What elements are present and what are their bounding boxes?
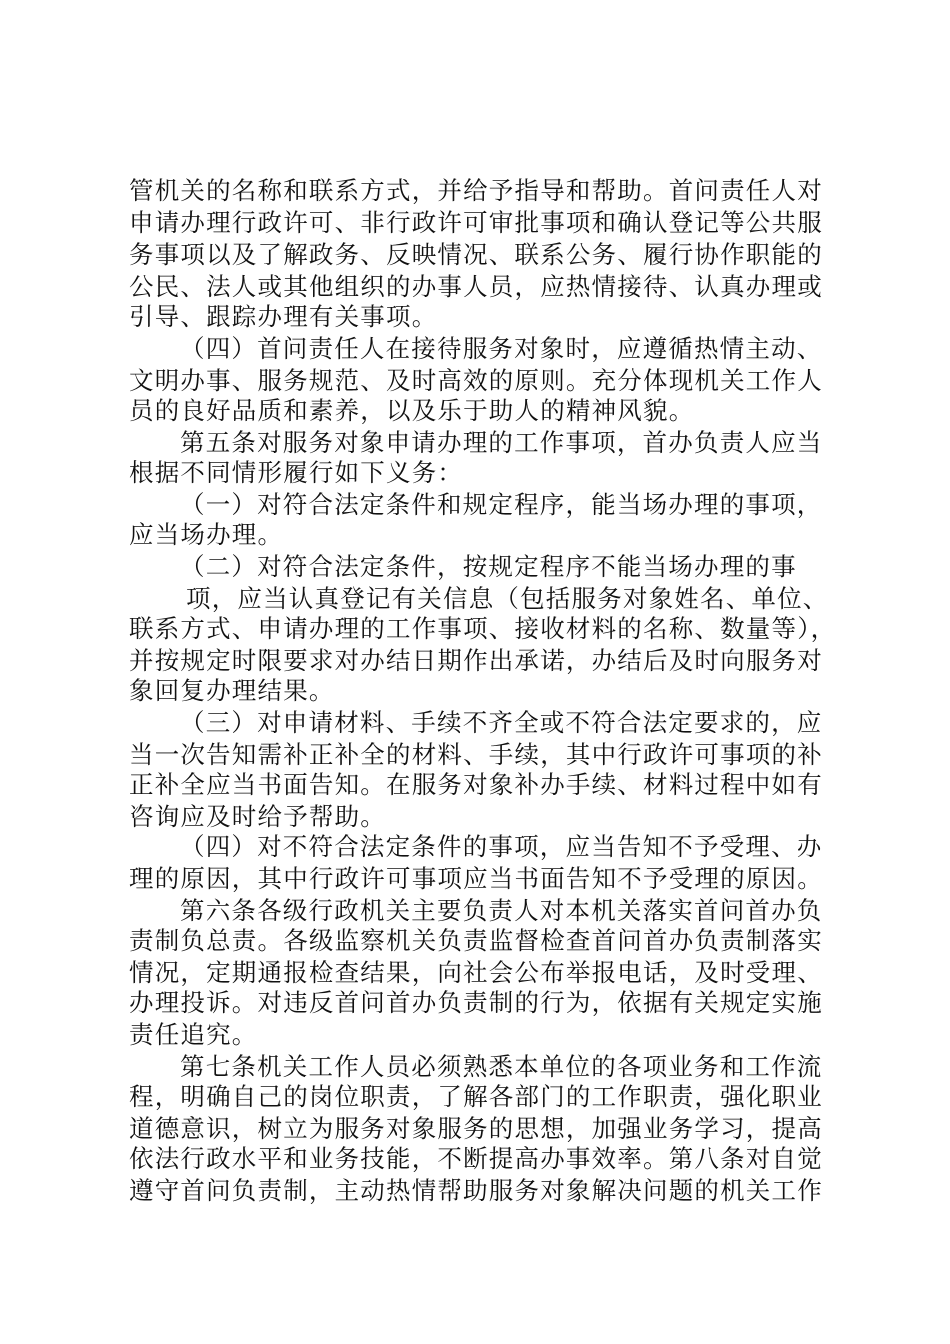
text-line: （四）对不符合法定条件的事项，应当告知不予受理、办 [180, 832, 823, 861]
text-line: 根据不同情形履行如下义务： [129, 458, 464, 487]
text-line: 第六条各级行政机关主要负责人对本机关落实首问首办负 [180, 896, 823, 925]
text-line: 第七条机关工作人员必须熟悉本单位的各项业务和工作流 [180, 1052, 823, 1081]
text-line: 责制负总责。各级监察机关负责监督检查首问首办负责制落实 [129, 926, 823, 955]
text-line: 员的良好品质和素养，以及乐于助人的精神风貌。 [129, 396, 695, 425]
text-line: 程，明确自己的岗位职责，了解各部门的工作职责，强化职业 [129, 1082, 823, 1111]
text-line: 道德意识，树立为服务对象服务的思想，加强业务学习，提高 [129, 1114, 823, 1143]
text-line: 遵守首问负责制，主动热情帮助服务对象解决问题的机关工作 [129, 1176, 823, 1205]
text-line: 理的原因，其中行政许可事项应当书面告知不予受理的原因。 [129, 864, 823, 893]
text-line: 正补全应当书面告知。在服务对象补办手续、材料过程中如有 [129, 770, 823, 799]
text-line: （三）对申请材料、手续不齐全或不符合法定要求的，应 [180, 708, 823, 737]
text-line: 第五条对服务对象申请办理的工作事项，首办负责人应当 [180, 428, 823, 457]
text-line: 引导、跟踪办理有关事项。 [129, 302, 438, 331]
text-line: 当一次告知需补正补全的材料、手续，其中行政许可事项的补 [129, 740, 823, 769]
text-line: 情况，定期通报检查结果，向社会公布举报电话，及时受理、 [129, 958, 823, 987]
text-line: 联系方式、申请办理的工作事项、接收材料的名称、数量等）， [129, 614, 837, 643]
text-line: 象回复办理结果。 [129, 676, 335, 705]
text-line: 依法行政水平和业务技能，不断提高办事效率。第八条对自觉 [129, 1144, 823, 1173]
text-line: 办理投诉。对违反首问首办负责制的行为，依据有关规定实施 [129, 988, 823, 1017]
text-line: 管机关的名称和联系方式，并给予指导和帮助。首问责任人对 [129, 176, 823, 205]
text-line: 责任追究。 [129, 1020, 258, 1049]
text-line: 应当场办理。 [129, 520, 284, 549]
text-line: 项，应当认真登记有关信息（包括服务对象姓名、单位、 [186, 584, 829, 613]
text-line: 申请办理行政许可、非行政许可审批事项和确认登记等公共服 [129, 208, 823, 237]
text-line: 咨询应及时给予帮助。 [129, 802, 386, 831]
text-line: 公民、法人或其他组织的办事人员，应热情接待、认真办理或 [129, 272, 823, 301]
text-line: 务事项以及了解政务、反映情况、联系公务、履行协作职能的 [129, 240, 823, 269]
text-line: （二）对符合法定条件，按规定程序不能当场办理的事 [180, 552, 797, 581]
text-line: 文明办事、服务规范、及时高效的原则。充分体现机关工作人 [129, 366, 823, 395]
text-line: （四）首问责任人在接待服务对象时，应遵循热情主动、 [180, 334, 823, 363]
text-line: 并按规定时限要求对办结日期作出承诺，办结后及时向服务对 [129, 646, 823, 675]
text-line: （一）对符合法定条件和规定程序，能当场办理的事项， [180, 490, 823, 519]
